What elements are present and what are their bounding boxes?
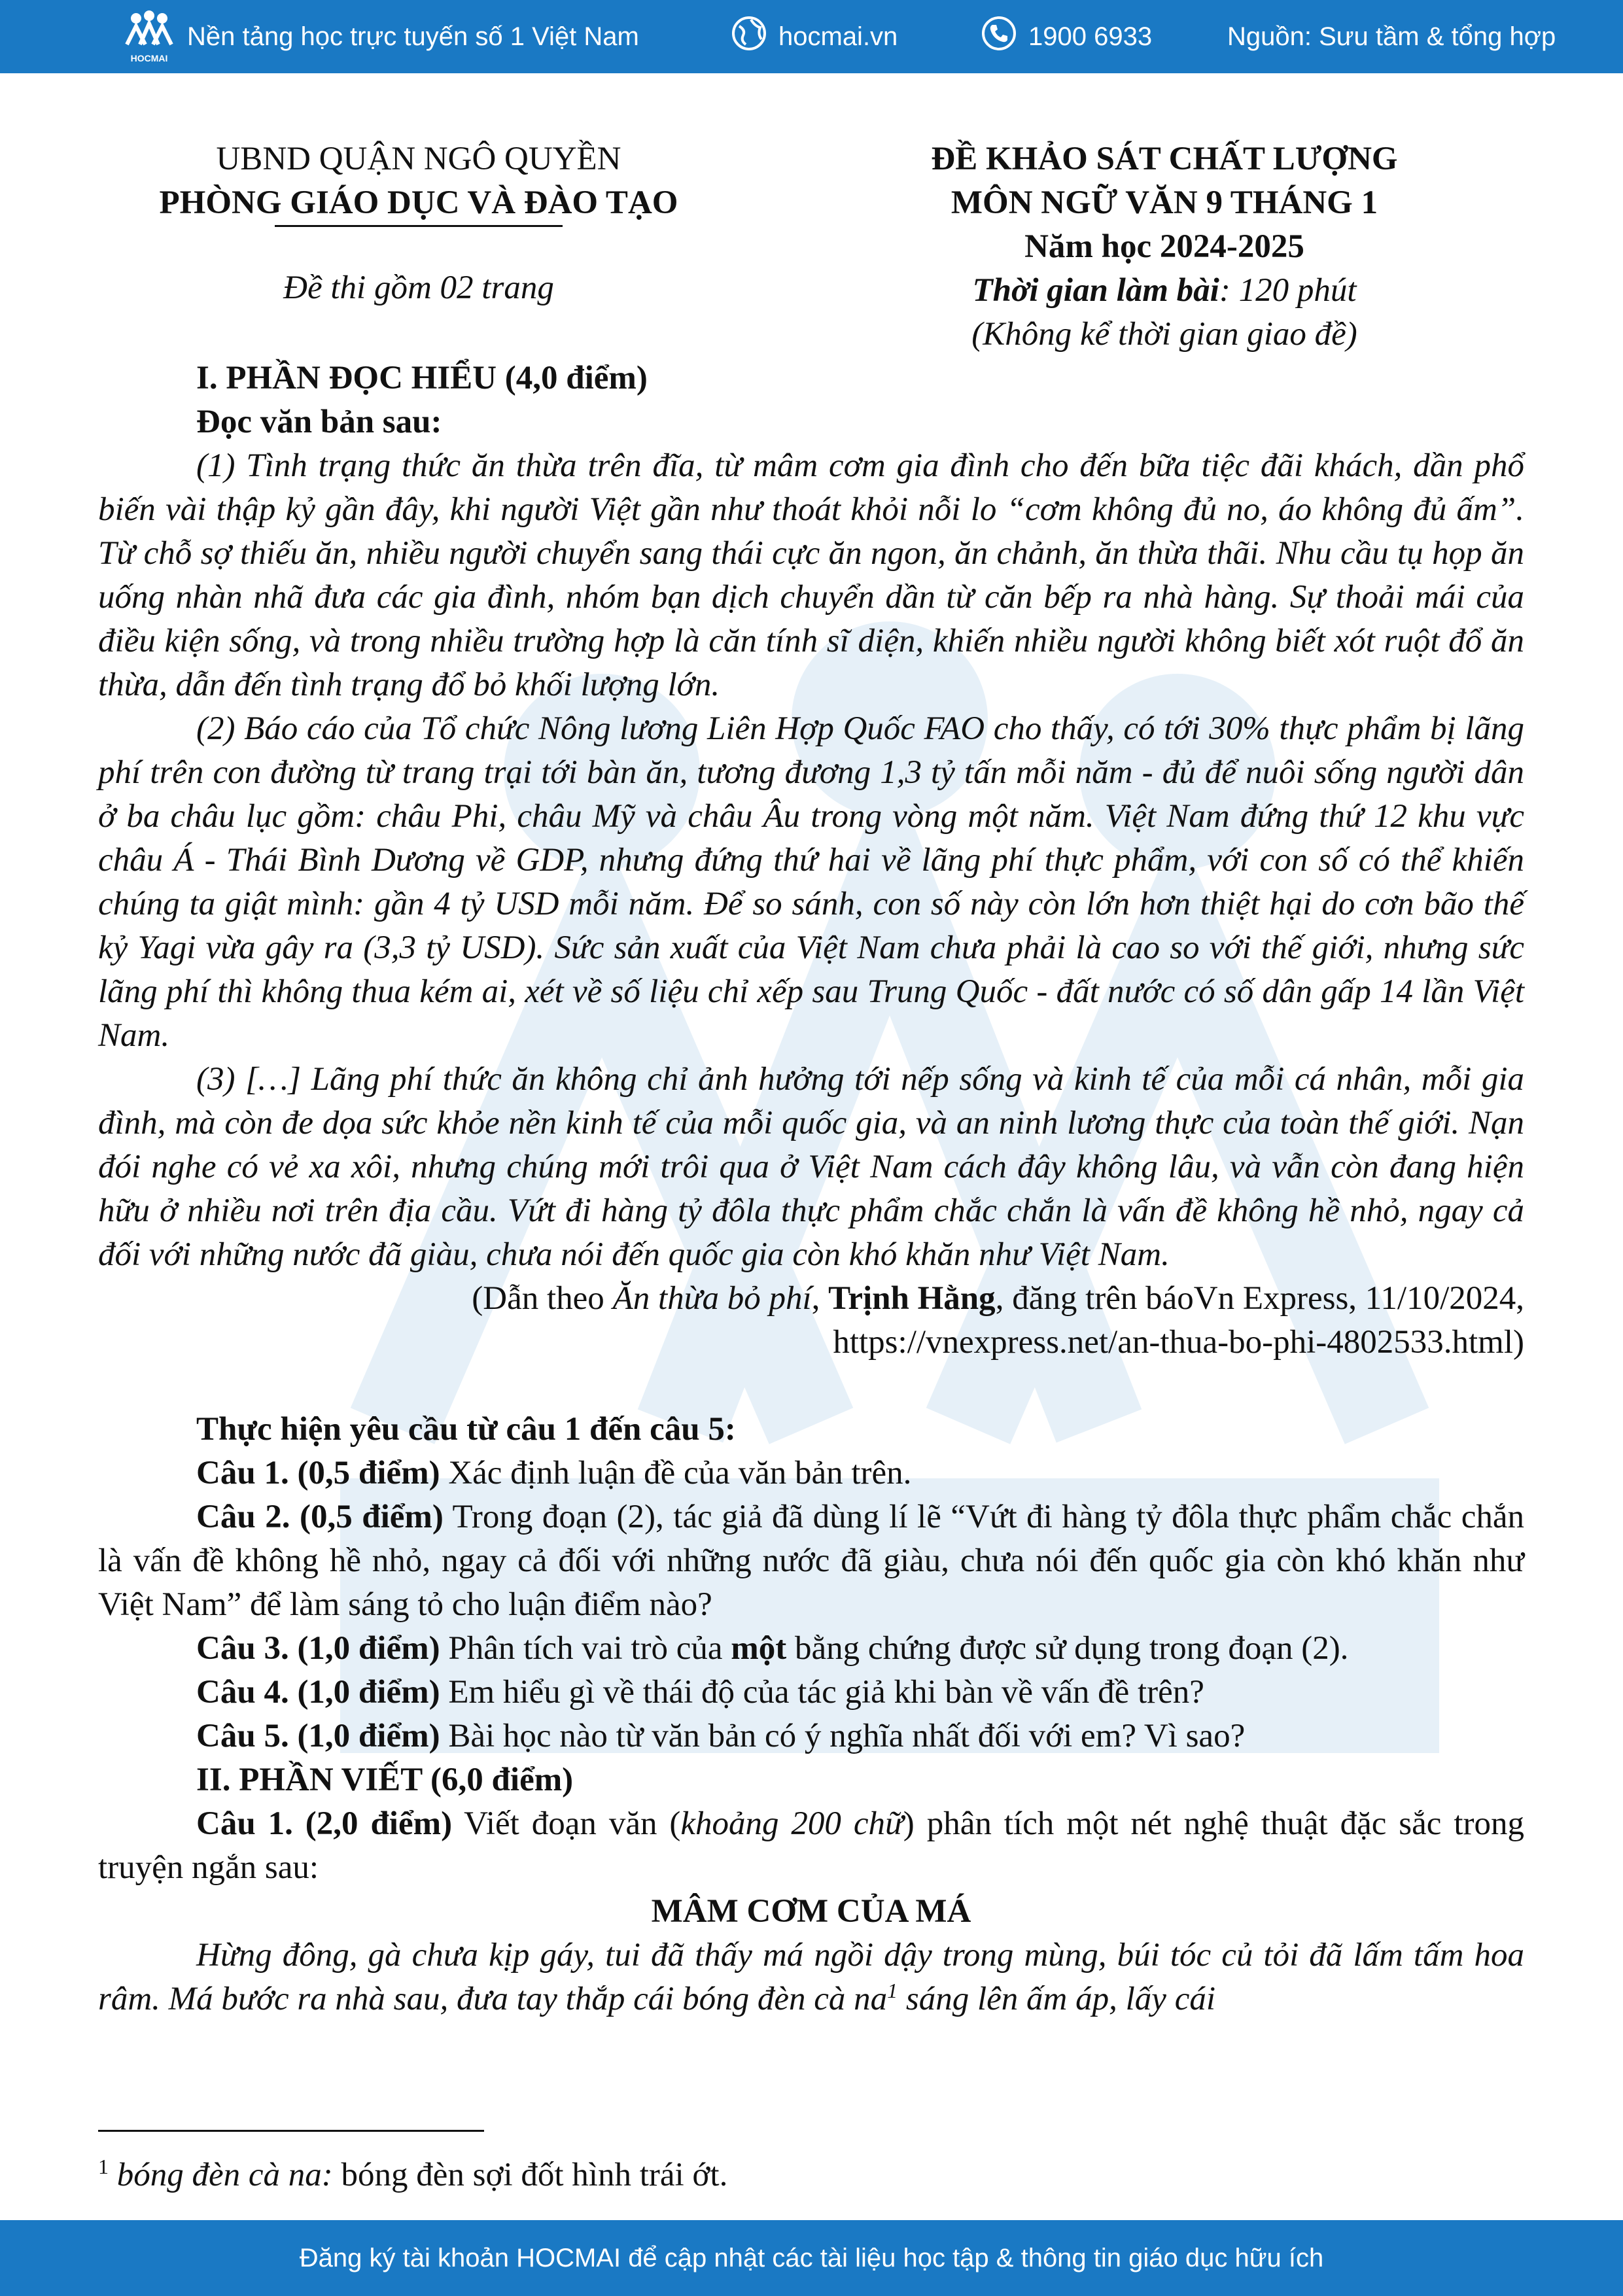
exam-header xyxy=(98,137,1524,357)
citation-author: Trịnh Hằng xyxy=(828,1280,996,1317)
question-2 xyxy=(98,1495,1524,1627)
exam-document xyxy=(98,137,1524,2021)
org-line-1: UBND QUẬN NGÔ QUYỀN xyxy=(216,141,621,177)
story-title: MÂM CƠM CỦA MÁ xyxy=(651,1893,971,1930)
exam-title-1: ĐỀ KHẢO SÁT CHẤT LƯỢNG xyxy=(931,141,1398,177)
task-heading: Thực hiện yêu cầu từ câu 1 đến câu 5: xyxy=(196,1411,736,1448)
question-5-text: Bài học nào từ văn bản có ý nghĩa nhất đối với em? Vì sao? xyxy=(440,1718,1246,1754)
question-4 xyxy=(98,1671,1524,1714)
citation-sep: , xyxy=(811,1280,829,1317)
time-note: (Không kể thời gian giao đề) xyxy=(971,316,1357,353)
footnote-definition: bóng đèn sợi đốt hình trái ớt. xyxy=(332,2157,728,2193)
citation xyxy=(98,1277,1524,1321)
reading-intro: Đọc văn bản sau: xyxy=(196,404,442,440)
question-4-label: Câu 4. (1,0 điểm) xyxy=(196,1674,440,1711)
part2-heading: II. PHẦN VIẾT (6,0 điểm) xyxy=(196,1762,574,1798)
source-text: Nguồn: Sưu tầm & tổng hợp xyxy=(1227,22,1556,51)
question-4-text: Em hiểu gì về thái độ của tác giả khi bàn về vấn đề trên? xyxy=(440,1674,1204,1711)
story-text-a: Hừng đông, gà chưa kịp gáy, tui đã thấy má ngồi dậy trong mùng, búi tóc củ tỏi đã lấm tấm hoa râm. Má bước ra nhà sau, đưa tay thắp cái bóng đèn cà na xyxy=(98,1937,1524,2017)
bottom-banner-text[interactable]: Đăng ký tài khoản HOCMAI để cập nhật các tài liệu học tập & thông tin giáo dục hữu ích xyxy=(299,2243,1324,2272)
footnote-marker: 1 xyxy=(887,1979,898,2002)
question-1 xyxy=(98,1452,1524,1495)
citation-suffix: , đăng trên báoVn Express, 11/10/2024, xyxy=(995,1280,1524,1317)
phone-group[interactable] xyxy=(981,0,1152,73)
question-3-text-a: Phân tích vai trò của xyxy=(440,1630,731,1667)
question-3-text-b: bằng chứng được sử dụng trong đoạn (2). xyxy=(786,1630,1349,1667)
org-line-2: PHÒNG GIÁO DỤC VÀ ĐÀO TẠO xyxy=(159,184,678,221)
citation-url[interactable]: https://vnexpress.net/an-thua-bo-phi-4802533.html) xyxy=(833,1324,1524,1361)
story-text-b: sáng lên ấm áp, lấy cái xyxy=(898,1981,1216,2017)
pages-note: Đề thi gồm 02 trang xyxy=(283,270,554,306)
passage-paragraph-2: (2) Báo cáo của Tổ chức Nông lương Liên Hợp Quốc FAO cho thấy, có tới 30% thực phẩm bị lãng phí trên con đường từ trang trại tới bàn ăn, tương đương 1,3 tỷ tấn mỗi năm - đủ để nuôi sống người dân ở ba châu lục gồm: châu Phi, châu Mỹ và châu Âu trong vòng một năm. Việt Nam đứng thứ 12 khu vực châu Á - Thái Bình Dương về GDP, nhưng đứng thứ hai về lãng phí thực phẩm, với con số có thể khiến chúng ta giật mình: gần 4 tỷ USD mỗi năm. Để so sánh, con số này còn lớn hơn thiệt hại do cơn bão thế kỷ Yagi vừa gây ra (3,3 tỷ USD). Sức sản xuất của Việt Nam chưa phải là cao so với thế giới, nhưng sức lãng phí thì không thua kém ai, xét về số liệu chỉ xếp sau Trung Quốc - đất nước có số dân gấp 14 lần Việt Nam. xyxy=(98,710,1524,1054)
time-value: : 120 phút xyxy=(1219,272,1357,309)
brand-group xyxy=(123,0,639,73)
question-3-label: Câu 3. (1,0 điểm) xyxy=(196,1630,440,1667)
question-5 xyxy=(98,1714,1524,1758)
question-5-label: Câu 5. (1,0 điểm) xyxy=(196,1718,440,1754)
bottom-banner[interactable] xyxy=(0,2220,1623,2296)
writing-question-1-text-a: Viết đoạn văn ( xyxy=(452,1805,681,1842)
citation-title: Ăn thừa bỏ phí xyxy=(612,1280,812,1317)
citation-prefix: (Dẫn theo xyxy=(472,1280,613,1317)
header-left xyxy=(98,137,739,357)
question-3-bold-word: một xyxy=(731,1630,787,1667)
logo-text: HOCMAI xyxy=(130,53,168,63)
slogan: Nền tảng học trực tuyến số 1 Việt Nam xyxy=(187,22,639,51)
header-right xyxy=(805,137,1524,357)
phone-number[interactable]: 1900 6933 xyxy=(1028,22,1153,51)
source-note xyxy=(1227,0,1556,73)
hocmai-logo-icon xyxy=(123,10,175,63)
story-opening xyxy=(98,1934,1524,2021)
writing-question-1-text-b: ) phân tích một nét nghệ thuật đặc sắc trong truyện ngắn sau: xyxy=(98,1805,1524,1886)
question-1-points: . (0,5 điểm) xyxy=(280,1455,440,1491)
exam-title-2: MÔN NGỮ VĂN 9 THÁNG 1 xyxy=(951,184,1378,221)
school-year: Năm học 2024-2025 xyxy=(1024,228,1304,265)
writing-question-1-label: Câu 1. (2,0 điểm) xyxy=(196,1805,453,1842)
question-2-text: Trong đoạn (2), tác giả đã dùng lí lẽ “Vứt đi hàng tỷ đôla thực phẩm chắc chắn là vấn đề không hề nhỏ, ngay cả đối với những nước đã giàu, chưa nói đến quốc gia còn khó khăn như Việt Nam” để làm sáng tỏ cho luận điểm nào? xyxy=(98,1499,1524,1623)
top-banner xyxy=(0,0,1623,73)
footnote-term: bóng đèn cà na: xyxy=(116,2157,333,2193)
question-3 xyxy=(98,1627,1524,1671)
question-1-text: Xác định luận đề của văn bản trên. xyxy=(440,1455,912,1491)
footnote-divider xyxy=(98,2130,484,2132)
time-line xyxy=(805,269,1524,313)
question-2-label: Câu 2 xyxy=(196,1499,282,1535)
globe-icon xyxy=(731,16,767,58)
website-group[interactable] xyxy=(731,0,898,73)
writing-question-1 xyxy=(98,1802,1524,1890)
question-2-points: . (0,5 điểm) xyxy=(281,1499,444,1535)
website-link[interactable]: hocmai.vn xyxy=(778,22,898,51)
writing-question-1-italic: khoảng 200 chữ xyxy=(680,1805,903,1842)
passage-paragraph-3: (3) […] Lãng phí thức ăn không chỉ ảnh hưởng tới nếp sống và kinh tế của mỗi cá nhân, mỗi gia đình, mà còn đe dọa sức khỏe nền kinh tế của mỗi quốc gia, và an ninh lương thực của toàn thế giới. Nạn đói nghe có vẻ xa xôi, nhưng chúng mới trôi qua ở Việt Nam cách đây không lâu, và vẫn còn đang hiện hữu ở nhiều nơi trên địa cầu. Vứt đi hàng tỷ đôla thực phẩm chắc chắn là vấn đề không hề nhỏ, ngay cả đối với những nước đã giàu, chưa nói đến quốc gia còn khó khăn như Việt Nam. xyxy=(98,1061,1524,1273)
phone-icon xyxy=(981,16,1017,58)
passage-paragraph-1: (1) Tình trạng thức ăn thừa trên đĩa, từ mâm cơm gia đình cho đến bữa tiệc đãi khách, dần phổ biến vài thập kỷ gần đây, khi người Việt gần như thoát khỏi nỗi lo “cơm không đủ no, áo không đủ ấm”. Từ chỗ sợ thiếu ăn, nhiều người chuyển sang thái cực ăn ngon, ăn chảnh, ăn thừa thãi. Nhu cầu tụ họp ăn uống nhàn nhã đưa các gia đình, nhóm bạn dịch chuyển dần từ căn bếp ra nhà hàng. Sự thoải mái của điều kiện sống, và trong nhiều trường hợp là căn tính sĩ diện, khiến nhiều người không biết xót ruột đổ ăn thừa, dẫn đến tình trạng đổ bỏ khối lượng lớn. xyxy=(98,447,1524,703)
footnote-number: 1 xyxy=(98,2155,109,2178)
part1-heading: I. PHẦN ĐỌC HIỂU (4,0 điểm) xyxy=(196,360,648,396)
time-label: Thời gian làm bài xyxy=(972,272,1219,309)
question-1-label: Câu 1 xyxy=(196,1455,281,1491)
footnote xyxy=(98,2153,727,2197)
